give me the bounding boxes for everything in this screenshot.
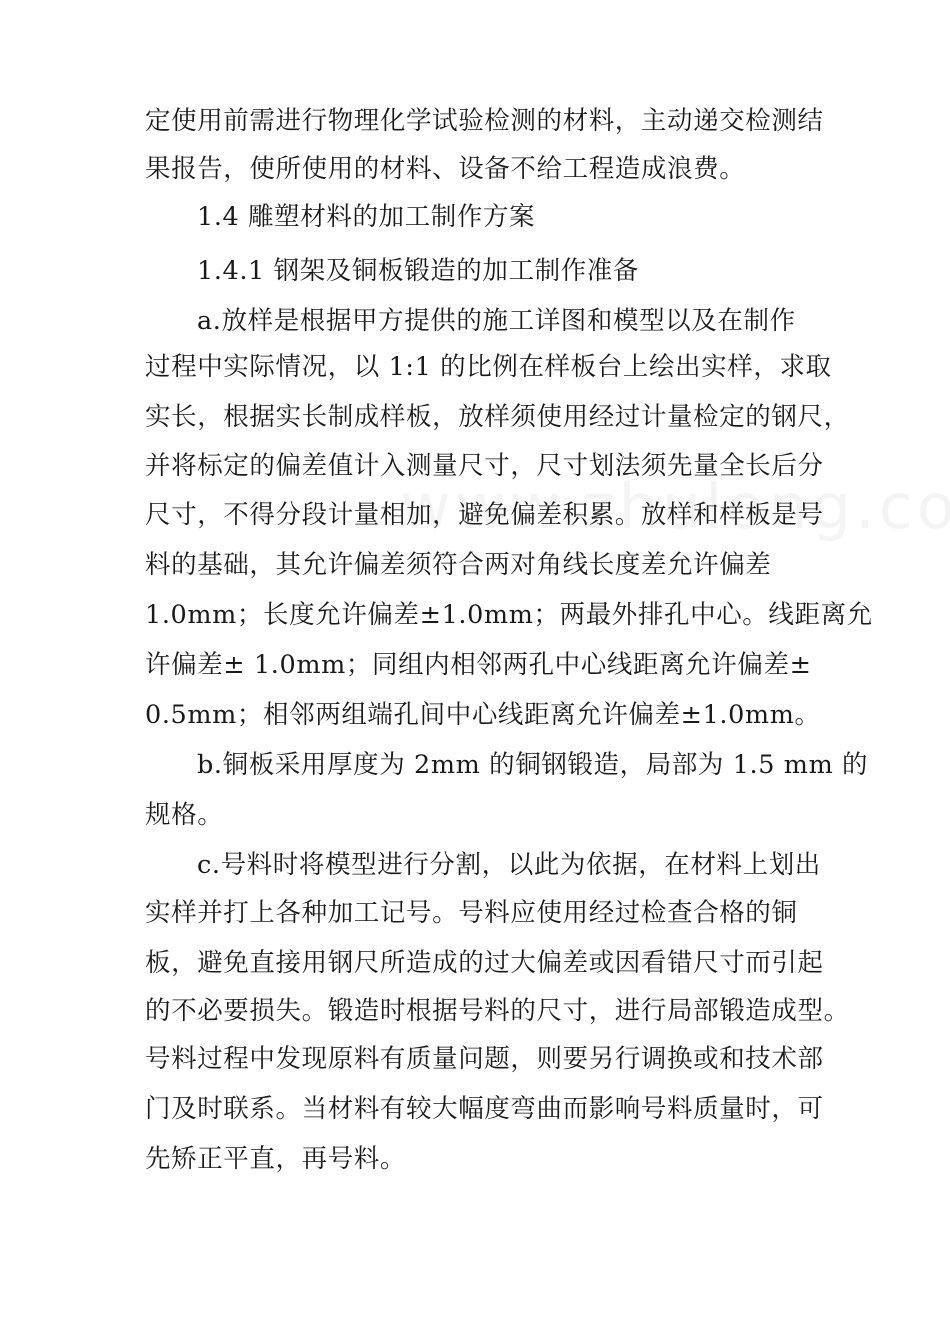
text-line: b.铜板采用厚度为 2mm 的铜钢锻造，局部为 1.5 mm 的 (197, 750, 869, 780)
text-line: 料的基础，其允许偏差须符合两对角线长度差允许偏差 (145, 550, 772, 580)
text-line: 实样并打上各种加工记号。号料应使用经过检查合格的铜 (145, 898, 798, 928)
text-line: 先矫正平直，再号料。 (145, 1144, 407, 1174)
text-line: 规格。 (145, 800, 224, 830)
text-line: c.号料时将模型进行分割，以此为依据，在材料上划出 (197, 850, 821, 880)
section-heading: 1.4 雕塑材料的加工制作方案 (197, 202, 536, 232)
text-line: 许偏差± 1.0mm；同组内相邻两孔中心线距离允许偏差± (145, 650, 812, 680)
text-line: a.放样是根据甲方提供的施工详图和模型以及在制作 (197, 306, 796, 336)
subsection-heading: 1.4.1 钢架及铜板锻造的加工制作准备 (197, 256, 639, 286)
text-line: 1.0mm；长度允许偏差±1.0mm；两最外排孔中心。线距离允 (145, 600, 873, 630)
text-line: 实长，根据实长制成样板，放样须使用经过计量检定的钢尺， (145, 402, 850, 432)
text-line: 号料过程中发现原料有质量问题，则要另行调换或和技术部 (145, 1044, 824, 1074)
text-line: 果报告，使所使用的材料、设备不给工程造成浪费。 (145, 154, 746, 184)
text-line: 并将标定的偏差值计入测量尺寸，尺寸划法须先量全长后分 (145, 451, 824, 481)
text-line: 0.5mm；相邻两组端孔间中心线距离允许偏差±1.0mm。 (145, 700, 821, 730)
text-line: 过程中实际情况，以 1:1 的比例在样板台上绘出实样，求取 (145, 352, 832, 382)
text-line: 尺寸，不得分段计量相加，避免偏差积累。放样和样板是号 (145, 500, 824, 530)
text-line: 的不必要损失。锻造时根据号料的尺寸，进行局部锻造成型。 (145, 996, 850, 1026)
text-line: 定使用前需进行物理化学试验检测的材料，主动递交检测结 (145, 106, 824, 136)
text-line: 板，避免直接用钢尺所造成的过大偏差或因看错尺寸而引起 (145, 948, 824, 978)
text-line: 门及时联系。当材料有较大幅度弯曲而影响号料质量时，可 (145, 1094, 824, 1124)
